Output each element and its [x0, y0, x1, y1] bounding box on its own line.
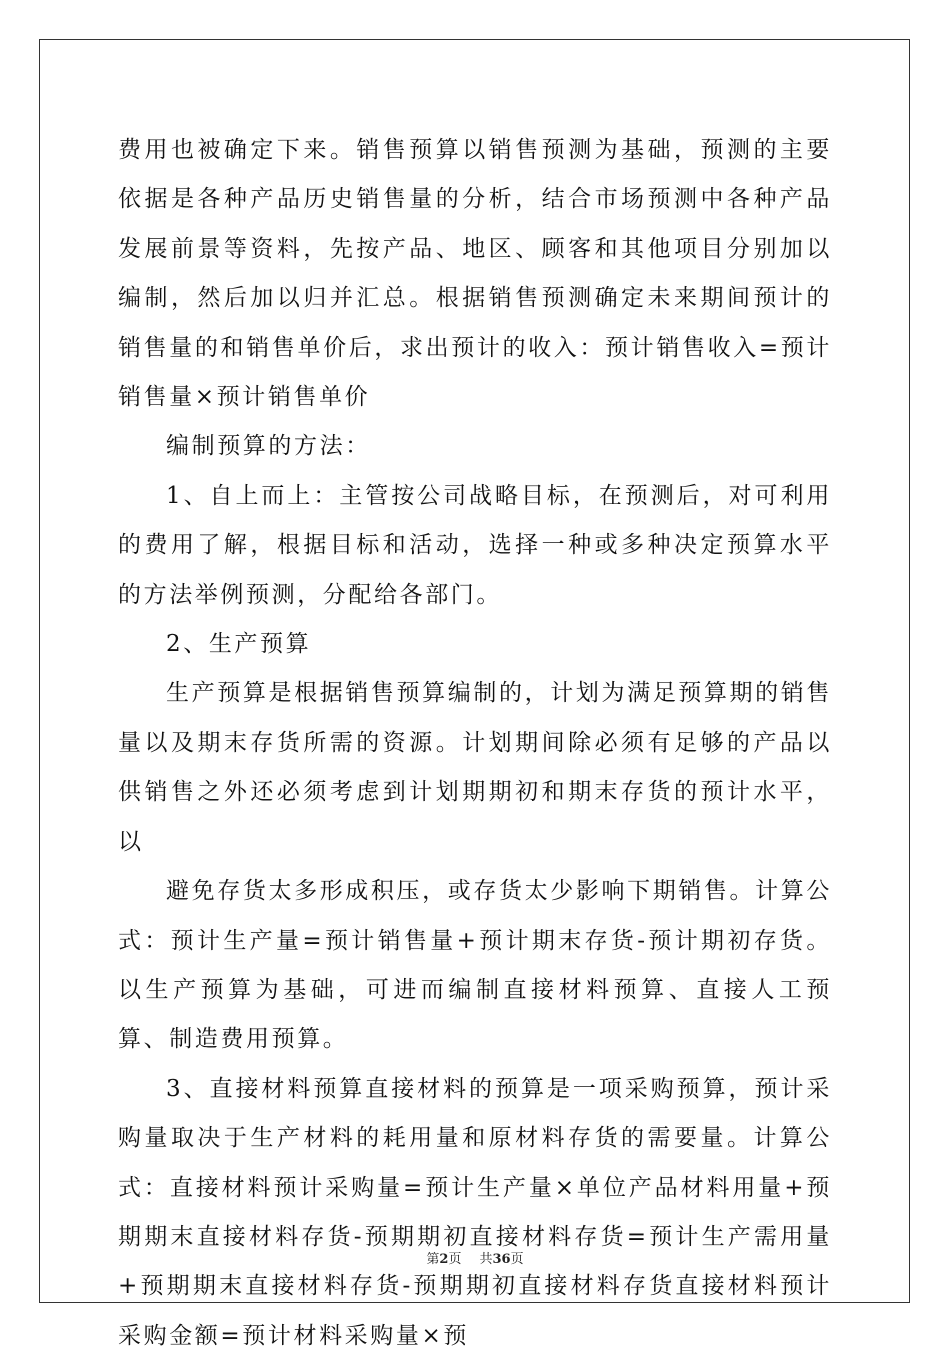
document-body	[118, 126, 832, 1361]
total-suffix: 页	[510, 1252, 524, 1267]
page-suffix: 页	[448, 1252, 462, 1267]
paragraph-5: 生产预算是根据销售预算编制的，计划为满足预算期的销售量以及期末存货所需的资源。计划期间除必须有足够的产品以供销售之外还必须考虑到计划期期初和期末存货的预计水平，以	[118, 680, 832, 855]
paragraph-4: 2、生产预算	[166, 631, 312, 658]
page-prefix: 第	[426, 1252, 440, 1267]
page-number: 2	[439, 1252, 449, 1267]
paragraph-2: 编制预算的方法：	[166, 433, 371, 460]
total-prefix: 共	[479, 1252, 493, 1267]
paragraph-6: 避免存货太多形成积压，或存货太少影响下期销售。计算公式：预计生产量=预计销售量+预计期末存货-预计期初存货。以生产预算为基础，可进而编制直接材料预算、直接人工预算、制造费用预算。	[118, 878, 832, 1053]
paragraph-3: 1、自上而上：主管按公司战略目标，在预测后，对可利用的费用了解，根据目标和活动，选择一种或多种决定预算水平的方法举例预测，分配给各部门。	[118, 482, 832, 608]
page-footer	[0, 1248, 950, 1267]
paragraph-1: 费用也被确定下来。销售预算以销售预测为基础，预测的主要依据是各种产品历史销售量的分析，结合市场预测中各种产品发展前景等资料，先按产品、地区、顾客和其他项目分别加以编制，然后加以归并汇总。根据销售预测确定未来期间预计的销售量的和销售单价后，求出预计的收入：预计销售收入=预计销售量×预计销售单价	[118, 137, 832, 411]
total-pages: 36	[492, 1252, 511, 1267]
paragraph-7: 3、直接材料预算直接材料的预算是一项采购预算，预计采购量取决于生产材料的耗用量和原材料存货的需要量。计算公式：直接材料预计采购量=预计生产量×单位产品材料用量+预期期末直接材料存货-预期期初直接材料存货=预计生产需用量+预期期末直接材料存货-预期期初直接材料存货直接材料预计采购金额=预计材料采购量×预	[118, 1075, 832, 1349]
